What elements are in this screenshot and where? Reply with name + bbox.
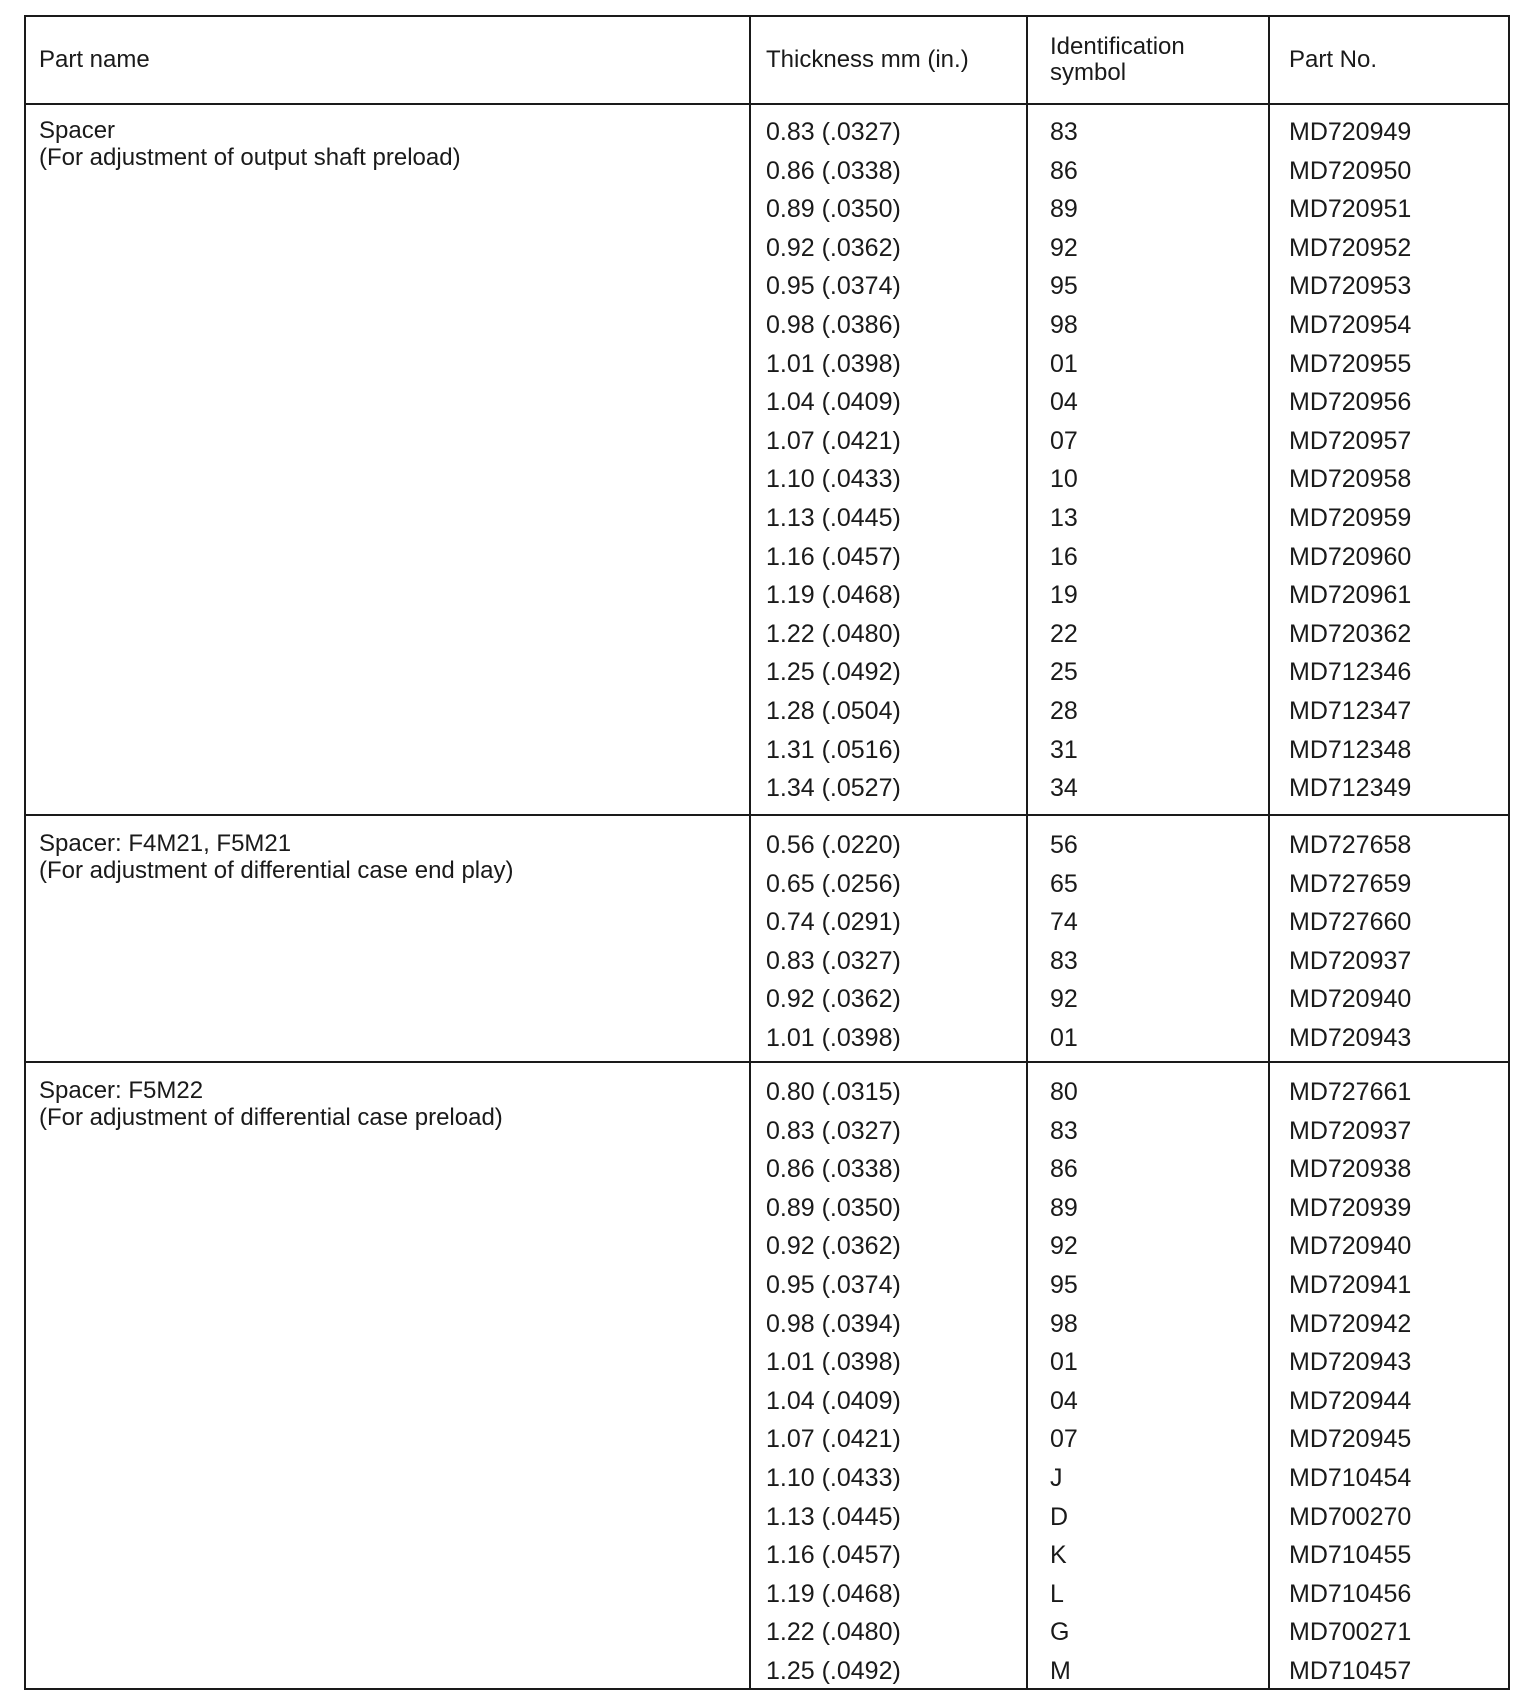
part-no-cell: MD720959 <box>1289 503 1412 532</box>
table-row <box>26 653 1508 692</box>
part-no-cell: MD720937 <box>1289 1116 1412 1145</box>
thickness-cell: 0.74 (.0291) <box>766 908 901 937</box>
thickness-cell: 0.83 (.0327) <box>766 1116 901 1145</box>
thickness-cell: 0.95 (.0374) <box>766 272 901 301</box>
thickness-cell: 1.31 (.0516) <box>766 735 901 764</box>
part-no-cell: MD720952 <box>1289 233 1412 262</box>
part-no-cell: MD700271 <box>1289 1618 1412 1647</box>
thickness-cell: 0.92 (.0362) <box>766 985 901 1014</box>
symbol-cell: 01 <box>1050 1023 1078 1052</box>
table-row <box>26 190 1508 229</box>
table-group <box>26 103 1508 816</box>
part-no-cell: MD720937 <box>1289 946 1412 975</box>
thickness-cell: 0.65 (.0256) <box>766 869 901 898</box>
part-no-cell: MD720943 <box>1289 1348 1412 1377</box>
symbol-cell: 01 <box>1050 1348 1078 1377</box>
part-no-cell: MD720938 <box>1289 1155 1412 1184</box>
thickness-cell: 1.28 (.0504) <box>766 696 901 725</box>
symbol-cell: J <box>1050 1463 1063 1492</box>
table-row <box>26 229 1508 268</box>
thickness-cell: 1.10 (.0433) <box>766 465 901 494</box>
table-row <box>26 826 1508 865</box>
table-row <box>26 692 1508 731</box>
part-no-cell: MD720949 <box>1289 118 1412 146</box>
part-name-title: Spacer <box>39 117 116 144</box>
table-row <box>26 306 1508 345</box>
thickness-cell: 0.83 (.0327) <box>766 946 901 975</box>
symbol-cell: 89 <box>1050 1193 1078 1222</box>
symbol-cell: 19 <box>1050 581 1078 610</box>
part-no-cell: MD727658 <box>1289 831 1412 859</box>
table-row <box>26 865 1508 904</box>
table-row <box>26 1073 1508 1112</box>
part-no-cell: MD720953 <box>1289 272 1412 301</box>
table-row <box>26 1112 1508 1151</box>
thickness-cell: 1.16 (.0457) <box>766 1541 901 1570</box>
thickness-cell: 1.10 (.0433) <box>766 1463 901 1492</box>
table-row <box>26 576 1508 615</box>
symbol-cell: 92 <box>1050 233 1078 262</box>
thickness-cell: 1.16 (.0457) <box>766 542 901 571</box>
table-row <box>26 267 1508 306</box>
thickness-cell: 0.92 (.0362) <box>766 1232 901 1261</box>
thickness-cell: 1.07 (.0421) <box>766 1425 901 1454</box>
symbol-cell: 07 <box>1050 426 1078 455</box>
symbol-cell: 01 <box>1050 349 1078 378</box>
header-identification-symbol <box>1050 17 1185 103</box>
table-row <box>26 731 1508 770</box>
symbol-cell: 25 <box>1050 658 1078 687</box>
part-no-cell: MD720944 <box>1289 1386 1412 1415</box>
part-no-cell: MD720940 <box>1289 1232 1412 1261</box>
table-row <box>26 1652 1508 1691</box>
part-name-purpose: (For adjustment of output shaft preload) <box>39 144 461 171</box>
thickness-cell: 0.86 (.0338) <box>766 156 901 185</box>
table-row <box>26 1150 1508 1189</box>
part-no-cell: MD712349 <box>1289 774 1412 803</box>
thickness-cell: 0.98 (.0394) <box>766 1309 901 1338</box>
thickness-cell: 1.22 (.0480) <box>766 619 901 648</box>
part-no-cell: MD710457 <box>1289 1656 1412 1685</box>
part-no-cell: MD712347 <box>1289 696 1412 725</box>
part-no-cell: MD720945 <box>1289 1425 1412 1454</box>
symbol-cell: 07 <box>1050 1425 1078 1454</box>
symbol-cell: 83 <box>1050 118 1078 146</box>
symbol-cell: G <box>1050 1618 1070 1647</box>
symbol-cell: 65 <box>1050 869 1078 898</box>
table-row <box>26 615 1508 654</box>
thickness-cell: 0.56 (.0220) <box>766 831 901 859</box>
symbol-cell: 95 <box>1050 1270 1078 1299</box>
part-no-cell: MD710456 <box>1289 1579 1412 1608</box>
part-no-cell: MD720961 <box>1289 581 1412 610</box>
thickness-cell: 0.89 (.0350) <box>766 1193 901 1222</box>
thickness-cell: 1.04 (.0409) <box>766 1386 901 1415</box>
thickness-cell: 1.01 (.0398) <box>766 1348 901 1377</box>
part-no-cell: MD720942 <box>1289 1309 1412 1338</box>
table-row <box>26 980 1508 1019</box>
part-no-cell: MD720951 <box>1289 195 1412 224</box>
symbol-cell: 92 <box>1050 1232 1078 1261</box>
symbol-cell: 04 <box>1050 388 1078 417</box>
symbol-cell: 56 <box>1050 831 1078 859</box>
part-no-cell: MD720939 <box>1289 1193 1412 1222</box>
thickness-cell: 1.07 (.0421) <box>766 426 901 455</box>
part-name-title: Spacer: F4M21, F5M21 <box>39 830 292 857</box>
header-part-name: Part name <box>39 46 150 73</box>
table-row <box>26 1498 1508 1537</box>
thickness-cell: 0.89 (.0350) <box>766 195 901 224</box>
part-no-cell: MD720955 <box>1289 349 1412 378</box>
thickness-cell: 0.92 (.0362) <box>766 233 901 262</box>
group-rows <box>26 1073 1508 1691</box>
table-row <box>26 345 1508 384</box>
header-part-no: Part No. <box>1289 46 1378 73</box>
header-thickness: Thickness mm (in.) <box>766 46 969 73</box>
table-row <box>26 1613 1508 1652</box>
symbol-cell: 98 <box>1050 1309 1078 1338</box>
thickness-cell: 1.19 (.0468) <box>766 581 901 610</box>
table-row <box>26 942 1508 981</box>
table-row <box>26 1575 1508 1614</box>
table-row <box>26 903 1508 942</box>
table-row <box>26 499 1508 538</box>
symbol-cell: 22 <box>1050 619 1078 648</box>
part-no-cell: MD720957 <box>1289 426 1412 455</box>
table-row <box>26 152 1508 191</box>
symbol-cell: 31 <box>1050 735 1078 764</box>
part-no-cell: MD710454 <box>1289 1463 1412 1492</box>
thickness-cell: 0.98 (.0386) <box>766 310 901 339</box>
symbol-cell: 92 <box>1050 985 1078 1014</box>
header-identification-symbol-line2: symbol <box>1050 59 1127 86</box>
thickness-cell: 0.80 (.0315) <box>766 1078 901 1106</box>
table-row <box>26 383 1508 422</box>
symbol-cell: 04 <box>1050 1386 1078 1415</box>
part-no-cell: MD720943 <box>1289 1023 1412 1052</box>
part-no-cell: MD712346 <box>1289 658 1412 687</box>
part-no-cell: MD720950 <box>1289 156 1412 185</box>
part-no-cell: MD712348 <box>1289 735 1412 764</box>
thickness-cell: 0.83 (.0327) <box>766 118 901 146</box>
symbol-cell: 86 <box>1050 156 1078 185</box>
part-no-cell: MD727661 <box>1289 1078 1412 1106</box>
table-row <box>26 1189 1508 1228</box>
part-no-cell: MD720958 <box>1289 465 1412 494</box>
part-no-cell: MD710455 <box>1289 1541 1412 1570</box>
table-row <box>26 1019 1508 1058</box>
part-no-cell: MD720362 <box>1289 619 1412 648</box>
symbol-cell: 95 <box>1050 272 1078 301</box>
part-name-purpose: (For adjustment of differential case end play) <box>39 857 514 884</box>
thickness-cell: 1.22 (.0480) <box>766 1618 901 1647</box>
thickness-cell: 1.13 (.0445) <box>766 503 901 532</box>
thickness-cell: 1.04 (.0409) <box>766 388 901 417</box>
header-identification-symbol-line1: Identification <box>1050 33 1185 60</box>
symbol-cell: 89 <box>1050 195 1078 224</box>
thickness-cell: 0.95 (.0374) <box>766 1270 901 1299</box>
symbol-cell: 13 <box>1050 503 1078 532</box>
spacer-table <box>24 15 1510 1690</box>
symbol-cell: K <box>1050 1541 1067 1570</box>
part-no-cell: MD720956 <box>1289 388 1412 417</box>
thickness-cell: 1.19 (.0468) <box>766 1579 901 1608</box>
table-row <box>26 1227 1508 1266</box>
symbol-cell: 16 <box>1050 542 1078 571</box>
symbol-cell: D <box>1050 1502 1069 1531</box>
thickness-cell: 0.86 (.0338) <box>766 1155 901 1184</box>
symbol-cell: 10 <box>1050 465 1078 494</box>
symbol-cell: 74 <box>1050 908 1078 937</box>
symbol-cell: 83 <box>1050 1116 1078 1145</box>
symbol-cell: 83 <box>1050 946 1078 975</box>
symbol-cell: L <box>1050 1579 1064 1608</box>
group-rows <box>26 826 1508 1058</box>
table-row <box>26 1536 1508 1575</box>
thickness-cell: 1.25 (.0492) <box>766 658 901 687</box>
thickness-cell: 1.13 (.0445) <box>766 1502 901 1531</box>
table-row <box>26 422 1508 461</box>
part-no-cell: MD727660 <box>1289 908 1412 937</box>
part-no-cell: MD720954 <box>1289 310 1412 339</box>
table-group <box>26 1063 1508 1688</box>
symbol-cell: 86 <box>1050 1155 1078 1184</box>
symbol-cell: 34 <box>1050 774 1078 803</box>
table-group <box>26 816 1508 1063</box>
table-row <box>26 1382 1508 1421</box>
part-name-title: Spacer: F5M22 <box>39 1077 204 1104</box>
table-row <box>26 1420 1508 1459</box>
table-header <box>26 17 1508 105</box>
table-row <box>26 538 1508 577</box>
symbol-cell: 28 <box>1050 696 1078 725</box>
group-rows <box>26 113 1508 808</box>
part-name-purpose: (For adjustment of differential case preload) <box>39 1104 503 1131</box>
thickness-cell: 1.01 (.0398) <box>766 1023 901 1052</box>
table-row <box>26 113 1508 152</box>
symbol-cell: 98 <box>1050 310 1078 339</box>
part-no-cell: MD700270 <box>1289 1502 1412 1531</box>
part-no-cell: MD720960 <box>1289 542 1412 571</box>
part-no-cell: MD727659 <box>1289 869 1412 898</box>
table-row <box>26 769 1508 808</box>
table-row <box>26 1343 1508 1382</box>
table-row <box>26 1459 1508 1498</box>
table-row <box>26 460 1508 499</box>
part-no-cell: MD720940 <box>1289 985 1412 1014</box>
table-row <box>26 1305 1508 1344</box>
symbol-cell: 80 <box>1050 1078 1078 1106</box>
thickness-cell: 1.34 (.0527) <box>766 774 901 803</box>
symbol-cell: M <box>1050 1656 1071 1685</box>
thickness-cell: 1.01 (.0398) <box>766 349 901 378</box>
part-no-cell: MD720941 <box>1289 1270 1412 1299</box>
thickness-cell: 1.25 (.0492) <box>766 1656 901 1685</box>
table-row <box>26 1266 1508 1305</box>
